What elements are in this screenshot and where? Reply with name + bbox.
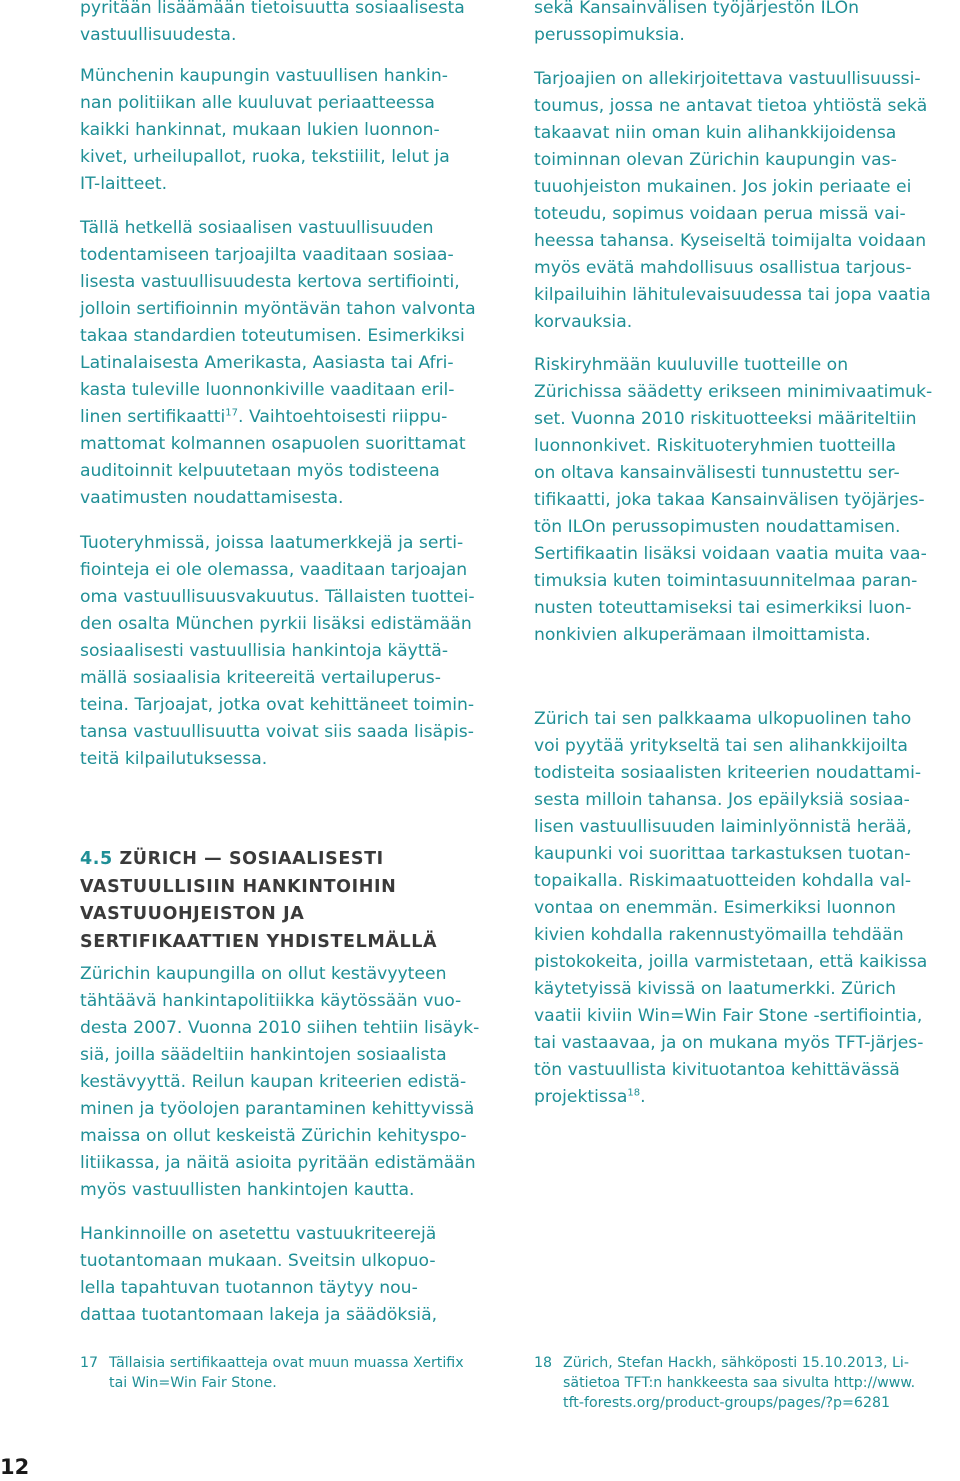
text-line: den osalta München pyrkii lisäksi edistämään — [80, 614, 472, 634]
heading-text: ZÜRICH — SOSIAALISESTI — [119, 849, 384, 869]
text-line: toiminnan olevan Zürichin kaupungin vas- — [534, 150, 897, 170]
text-line: kaikki hankinnat, mukaan lukien luonnon- — [80, 120, 440, 140]
text-line: kilpailuihin lähitulevaisuudessa tai jopa vaatia — [534, 285, 931, 305]
text-span: Tällaisten tuottei- — [319, 587, 475, 607]
text-line: minen ja työolojen parantaminen kehittyvissä — [80, 1099, 475, 1119]
text-span: desta 2007. — [80, 1018, 183, 1038]
section-heading-line: VASTUULLISIIN HANKINTOIHIN — [80, 876, 397, 897]
text-line — [534, 895, 960, 922]
text-span: Reilun kaupan kriteerien edistä- — [186, 1072, 467, 1092]
footnote-line: tai Win=Win Fair Stone. — [109, 1375, 277, 1391]
text-line: Sertifikaatin lisäksi voidaan vaatia muita vaa- — [534, 544, 927, 564]
text-span: Jos epäilyksiä sosiaa- — [722, 790, 910, 810]
footnote-line: Tällaisia sertifikaatteja ovat muun muassa Xertifix — [109, 1355, 464, 1371]
text-line: nonkivien alkuperämaan ilmoittamista. — [534, 625, 871, 645]
text-span: Kyseiseltä toimijalta voidaan — [674, 231, 927, 251]
text-line: nusten toteuttamiseksi tai esimerkiksi luon- — [534, 598, 912, 618]
text-line — [80, 323, 520, 350]
footnote-ref-17[interactable]: 17 — [225, 407, 239, 419]
text-span: Sveitsin ulkopuo- — [282, 1251, 436, 1271]
text-line — [80, 1015, 520, 1042]
footnote-line[interactable]: tft-forests.org/product-groups/pages/?p=6281 — [563, 1395, 891, 1411]
text-line: Zürichissa säädetty erikseen minimivaatimuk- — [534, 382, 933, 402]
text-span: tuotantomaan mukaan. — [80, 1251, 283, 1271]
text-line: voi pyytää yritykseltä tai sen alihankkijoilta — [534, 736, 908, 756]
text-line: perussopimuksia. — [534, 25, 685, 45]
text-span: tuuohjeiston mukainen. — [534, 177, 738, 197]
text-line: tön ILOn perussopimusten noudattamisen. — [534, 517, 901, 537]
text-line: pistokokeita, joilla varmistetaan, että kaikissa — [534, 952, 928, 972]
text-line: myös vastuullisten hankintojen kautta. — [80, 1180, 415, 1200]
paragraph-intro-end — [80, 0, 520, 49]
section-heading-line — [80, 846, 520, 874]
text-span: heessa tahansa. — [534, 231, 675, 251]
text-line: tifikaatti, joka takaa Kansainvälisen työjärjes- — [534, 490, 925, 510]
text-line: auditoinnit kelpuutetaan myös todisteena — [80, 461, 440, 481]
text-line: myös evätä mahdollisuus osallistua tarjous- — [534, 258, 912, 278]
text-line — [534, 787, 960, 814]
text-line — [80, 404, 520, 431]
text-line: korvauksia. — [534, 312, 633, 332]
text-line: on oltava kansainvälisesti tunnustettu ser- — [534, 463, 900, 483]
text-line: toteudu, sopimus voidaan perua missä vai- — [534, 204, 906, 224]
text-line: tähtäävä hankintapolitiikka käytössään vuo- — [80, 991, 462, 1011]
text-span: set. — [534, 409, 566, 429]
text-line: todisteita sosiaalisten kriteerien noudattami- — [534, 763, 922, 783]
section-number: 4.5 — [80, 849, 113, 869]
text-line: sosiaalisesti vastuullisia hankintoja käyttä- — [80, 641, 449, 661]
section-heading-line: SERTIFIKAATTIEN YHDISTELMÄLLÄ — [80, 931, 438, 952]
text-line: Tarjoajien on allekirjoitettava vastuullisuussi- — [534, 69, 921, 89]
text-line — [534, 228, 960, 255]
text-line: toumus, jossa ne antavat tietoa yhtiöstä sekä — [534, 96, 928, 116]
text-span: sesta milloin tahansa. — [534, 790, 723, 810]
section-heading-4-5 — [80, 846, 520, 956]
text-span: teina. — [80, 695, 129, 715]
text-line: Riskiryhmään kuuluville tuotteille on — [534, 355, 849, 375]
text-line: dattaa tuotantomaan lakeja ja säädöksiä, — [80, 1305, 438, 1325]
text-line — [80, 1069, 520, 1096]
text-line: vaatimusten noudattamisesta. — [80, 488, 344, 508]
text-span: projektissa — [534, 1087, 628, 1107]
text-line: Hankinnoille on asetettu vastuukriteerejä — [80, 1224, 437, 1244]
text-line: Münchenin kaupungin vastuullisen hankin- — [80, 66, 448, 86]
footnote-number: 18 — [534, 1355, 553, 1371]
paragraph-inspections — [534, 706, 960, 1111]
text-line: Tuoteryhmissä, joissa laatumerkkejä ja serti- — [80, 533, 464, 553]
text-line: mattomat kolmannen osapuolen suorittamat — [80, 434, 466, 454]
text-line: kasta tuleville luonnonkiville vaaditaan eril- — [80, 380, 455, 400]
text-line: lella tapahtuvan tuotannon täytyy nou- — [80, 1278, 418, 1298]
text-line — [534, 174, 960, 201]
text-line: kaupunki voi suorittaa tarkastuksen tuotan- — [534, 844, 911, 864]
text-line: litiikassa, ja näitä asioita pyritään edistämään — [80, 1153, 476, 1173]
text-span: Esimerkiksi luonnon — [718, 898, 896, 918]
footnote-line: Zürich, Stefan Hackh, sähköposti 15.10.2013, Li- — [563, 1355, 909, 1371]
text-line: lisesta vastuullisuudesta kertova sertifiointi, — [80, 272, 460, 292]
footnote-number: 17 — [80, 1355, 99, 1371]
text-line — [534, 868, 960, 895]
text-line: sekä Kansainvälisen työjärjestön ILOn — [534, 0, 860, 18]
paragraph-risk-groups — [534, 352, 960, 649]
footnote-ref-18[interactable]: 18 — [627, 1087, 641, 1099]
paragraph-zurich-policy — [80, 961, 520, 1204]
text-line: IT-laitteet. — [80, 174, 168, 194]
text-line — [534, 433, 960, 460]
text-span: . Vaihtoehtoisesti riippu- — [238, 407, 448, 427]
text-span: . — [640, 1087, 646, 1107]
text-line: timuksia kuten toimintasuunnitelmaa paran- — [534, 571, 918, 591]
text-line: kivien kohdalla rakennustyömailla tehdään — [534, 925, 904, 945]
text-span: kestävyyttä. — [80, 1072, 187, 1092]
text-line: kivet, urheilupallot, ruoka, tekstiilit, lelut ja — [80, 147, 450, 167]
text-line — [534, 406, 960, 433]
text-span: Vuonna 2010 riskituotteeksi määriteltiin — [565, 409, 917, 429]
text-line: Zürich tai sen palkkaama ulkopuolinen taho — [534, 709, 912, 729]
text-span: Riskimaatuotteiden kohdalla val- — [623, 871, 912, 891]
text-span: Vuonna 2010 siihen tehtiin lisäyk- — [182, 1018, 480, 1038]
text-span: linen sertifikaatti — [80, 407, 226, 427]
text-line — [80, 584, 520, 611]
text-line: todentamiseen tarjoajilta vaaditaan sosiaa- — [80, 245, 454, 265]
text-span: topaikalla. — [534, 871, 624, 891]
text-line: Latinalaisesta Amerikasta, Aasiasta tai Afri- — [80, 353, 454, 373]
text-line: jolloin sertifioinnin myöntävän tahon valvonta — [80, 299, 476, 319]
text-span: Jos jokin periaate ei — [737, 177, 912, 197]
text-line: fiointeja ei ole olemassa, vaaditaan tarjoajan — [80, 560, 468, 580]
text-span: Riskituoteryhmien tuotteilla — [651, 436, 897, 456]
text-line: pyritään lisäämään tietoisuutta sosiaalisesta — [80, 0, 465, 18]
text-line: vastuullisuudesta. — [80, 25, 237, 45]
footnote-body — [563, 1353, 954, 1413]
text-span: vontaa on enemmän. — [534, 898, 719, 918]
text-line — [534, 976, 960, 1003]
section-heading-line: VASTUUOHJEISTON JA — [80, 904, 305, 924]
text-line: mällä sosiaalisia kriteereitä vertailuperus- — [80, 668, 441, 688]
text-line: lisen vastuullisuuden laiminlyönnistä herää, — [534, 817, 912, 837]
text-line — [534, 1084, 960, 1111]
paragraph-commitment — [534, 66, 960, 336]
text-line — [80, 692, 520, 719]
text-line: siä, joilla säädeltiin hankintojen sosiaalista — [80, 1045, 447, 1065]
text-line: maissa on ollut keskeistä Zürichin kehityspo- — [80, 1126, 467, 1146]
footnote-line: sätietoa TFT:n hankkeesta saa sivulta http://www. — [563, 1375, 916, 1391]
footnote-17 — [80, 1353, 510, 1393]
text-span: luonnonkivet. — [534, 436, 652, 456]
paragraph-product-groups — [80, 530, 520, 773]
footnote-body — [109, 1353, 510, 1393]
paragraph-munich-policy — [80, 63, 520, 198]
text-span: Tarjoajat, jotka ovat kehittäneet toimin- — [128, 695, 475, 715]
text-line: Zürichin kaupungilla on ollut kestävyyteen — [80, 964, 447, 984]
text-line: Tällä hetkellä sosiaalisen vastuullisuuden — [80, 218, 434, 238]
paragraph-criteria — [80, 1221, 520, 1329]
text-line: tansa vastuullisuutta voivat siis saada lisäpis- — [80, 722, 474, 742]
text-line: tön vastuullista kivituotantoa kehittävässä — [534, 1060, 900, 1080]
text-line: nan politiikan alle kuuluvat periaatteessa — [80, 93, 435, 113]
text-span: takaa standardien toteutumisen. — [80, 326, 362, 346]
text-line — [80, 1248, 520, 1275]
footnote-18 — [534, 1353, 954, 1413]
text-span: Zürich — [835, 979, 897, 999]
text-line: vaatii kiviin Win=Win Fair Stone -sertifiointia, — [534, 1006, 923, 1026]
text-line: tai vastaavaa, ja on mukana myös TFT-järjes- — [534, 1033, 924, 1053]
page-number: 12 — [0, 1455, 30, 1479]
text-span: käytetyissä kivissä on laatumerkki. — [534, 979, 836, 999]
text-span: Esimerkiksi — [361, 326, 465, 346]
text-line: takaavat niin oman kuin alihankkijoidensa — [534, 123, 897, 143]
text-span: oma vastuullisuusvakuutus. — [80, 587, 320, 607]
text-line: teitä kilpailutuksessa. — [80, 749, 268, 769]
paragraph-ilo-end — [534, 0, 960, 49]
paragraph-certification — [80, 215, 520, 512]
